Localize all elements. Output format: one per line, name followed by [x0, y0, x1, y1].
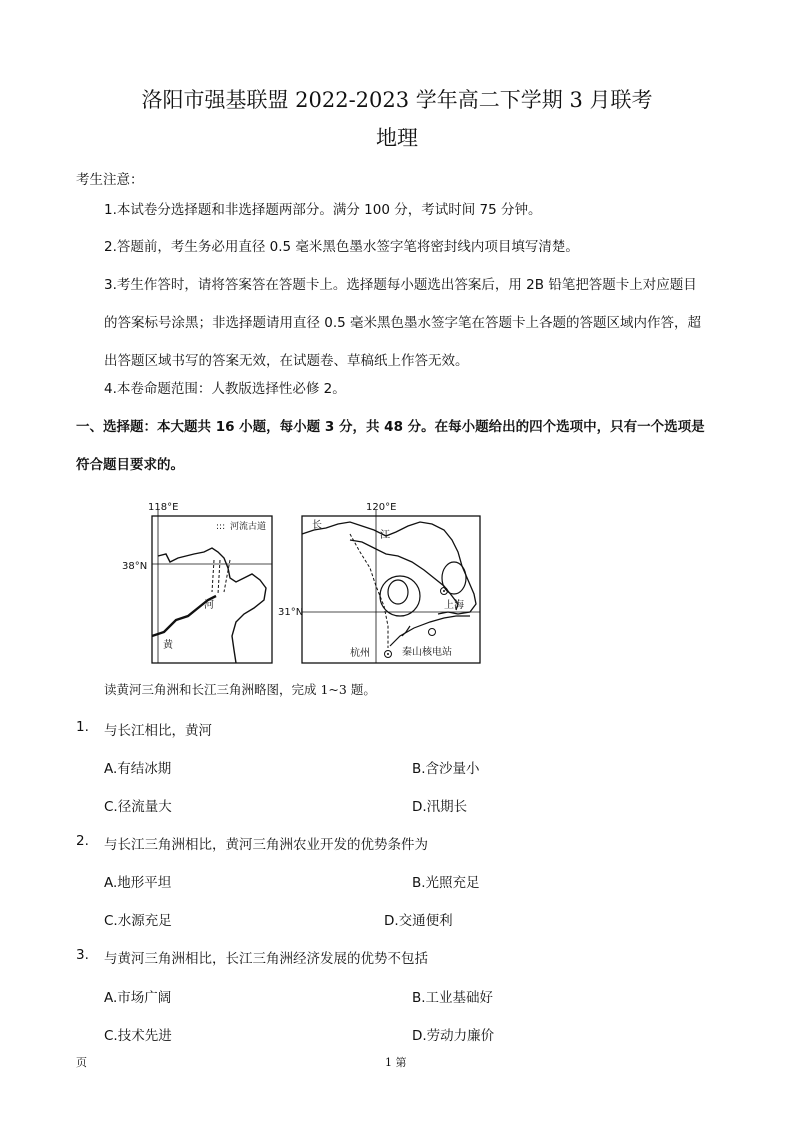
hangzhou-bay-coast	[390, 616, 470, 646]
left-river-char-1: 黄	[163, 640, 173, 651]
question-1-number: 1.	[76, 719, 89, 735]
question-2-option-c[interactable]: C.水源充足	[104, 913, 172, 929]
footer-page-number: 1 第	[385, 1056, 407, 1069]
label-qinshan-station: 秦山核电站	[402, 647, 452, 658]
qinshan-marker-icon	[429, 629, 436, 636]
question-3-number: 3.	[76, 947, 89, 963]
notice-heading: 考生注意：	[76, 172, 144, 188]
notice-item-1: 1.本试卷分选择题和非选择题两部分。满分 100 分，考试时间 75 分钟。	[104, 202, 542, 218]
notice-item-3-line-3: 出答题区域书写的答案无效，在试题卷、草稿纸上作答无效。	[104, 353, 469, 369]
question-2-stem: 与长江三角洲相比，黄河三角洲农业开发的优势条件为	[104, 837, 428, 853]
taihu-lake	[388, 580, 408, 604]
ancient-course-1	[212, 560, 214, 592]
section-1-instructions-line-2: 符合题目要求的。	[76, 457, 184, 473]
notice-item-3-line-2: 的答案标号涂黑；非选择题请用直径 0.5 毫米黑色墨水签字笔在答题卡上各题的答题区域内作答，超	[104, 315, 702, 331]
question-3-option-b[interactable]: B.工业基础好	[412, 990, 494, 1006]
legend-dash-symbol: :::	[216, 522, 226, 532]
label-118e: 118°E	[148, 502, 179, 513]
yellow-river-delta-map	[122, 502, 272, 663]
question-2-option-d[interactable]: D.交通便利	[384, 913, 453, 929]
section-1-instructions-line-1: 一、选择题：本大题共 16 小题，每小题 3 分，共 48 分。在每小题给出的四个选项中，只有一个选项是	[76, 419, 705, 435]
question-2-option-b[interactable]: B.光照充足	[412, 875, 480, 891]
exam-title: 洛阳市强基联盟 2022-2023 学年高二下学期 3 月联考	[141, 88, 653, 112]
question-2-option-a[interactable]: A.地形平坦	[104, 875, 172, 891]
notice-item-3-line-1: 3.考生作答时，请将答案答在答题卡上。选择题每小题选出答案后，用 2B 铅笔把答题卡上对应题目	[104, 277, 697, 293]
legend-ancient-river: 河流古道	[230, 522, 267, 532]
question-1-option-b[interactable]: B.含沙量小	[412, 761, 480, 777]
left-river-char-2: 河	[204, 600, 214, 611]
notice-item-2: 2.答题前，考生务必用直径 0.5 毫米黑色墨水签字笔将密封线内项目填写清楚。	[104, 239, 579, 255]
label-31n: 31°N	[278, 607, 304, 618]
question-1-option-a[interactable]: A.有结冰期	[104, 761, 172, 777]
question-3-option-a[interactable]: A.市场广阔	[104, 990, 172, 1006]
grand-canal	[350, 534, 388, 648]
notice-item-4: 4.本卷命题范围：人教版选择性必修 2。	[104, 381, 346, 397]
footer-left: 页	[76, 1056, 87, 1069]
figure-caption: 读黄河三角洲和长江三角洲略图，完成 1~3 题。	[104, 682, 376, 697]
delta-maps-figure	[118, 496, 498, 671]
question-1-option-c[interactable]: C.径流量大	[104, 799, 172, 815]
question-3-option-d[interactable]: D.劳动力廉价	[412, 1028, 495, 1044]
question-1-option-d[interactable]: D.汛期长	[412, 799, 468, 815]
label-38n: 38°N	[122, 561, 148, 572]
question-3-option-c[interactable]: C.技术先进	[104, 1028, 172, 1044]
chongming-island	[442, 562, 466, 594]
question-3-stem: 与黄河三角洲相比，长江三角洲经济发展的优势不包括	[104, 951, 428, 967]
question-1-stem: 与长江相比，黄河	[104, 723, 212, 739]
ancient-course-2	[218, 560, 220, 594]
right-map-frame	[302, 516, 480, 663]
subject-title: 地理	[376, 126, 418, 150]
question-2-number: 2.	[76, 833, 89, 849]
right-river-char-2: 江	[380, 530, 390, 541]
label-shanghai: 上海	[444, 600, 464, 611]
taihu-lake-circle	[380, 576, 420, 616]
yangtze-river-delta-map	[278, 502, 480, 663]
label-hangzhou: 杭州	[350, 648, 370, 659]
label-120e: 120°E	[366, 502, 397, 513]
right-river-char-1: 长	[312, 520, 322, 531]
